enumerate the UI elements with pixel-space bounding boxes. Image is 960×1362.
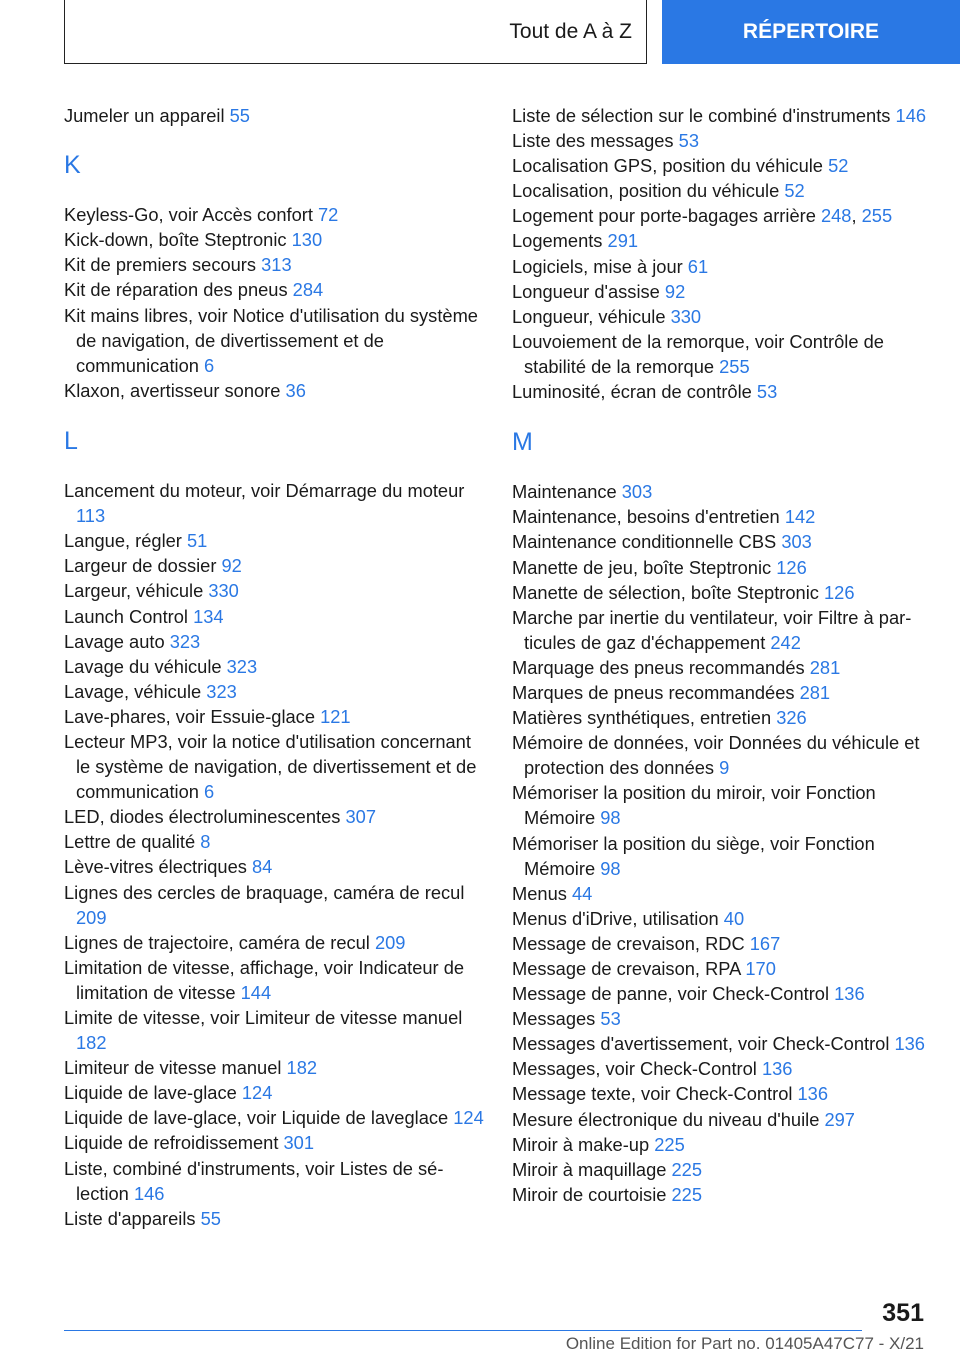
page-link[interactable]: 326 [776,707,807,729]
index-entry: Message de crevaison, RPA 170 [512,958,776,979]
page-link[interactable]: 136 [761,1058,793,1080]
page-link[interactable]: 124 [453,1107,484,1129]
index-entry: Liquide de lave-glace 124 [64,1082,273,1104]
index-entry: Menus 44 [512,882,593,904]
index-entry: Lève-vitres électriques 84 [64,856,273,878]
page-link[interactable]: 167 [749,932,781,954]
page-link[interactable]: 323 [226,655,258,677]
page-link[interactable]: 182 [286,1057,318,1079]
index-entry: Luminosité, écran de contrôle 53 [512,381,778,403]
index-entry: Lavage, véhicule 323 [64,680,237,702]
index-entry: Maintenance 303 [512,481,653,503]
page-link[interactable]: 281 [809,656,841,678]
page-link[interactable]: 72 [318,204,339,226]
section-letter-l: L [64,426,78,455]
index-entry: Launch Control 134 [64,605,224,627]
footer-edition: Online Edition for Part no. 01405A47C77 - X/21 [565,1334,924,1353]
page-link[interactable]: 323 [169,630,201,652]
page-link[interactable]: 313 [261,254,292,276]
page-link[interactable]: 225 [671,1183,703,1205]
index-entry: Liste de sélection sur le combiné d'instruments 146 [512,105,927,126]
index-entry: Logements 291 [512,230,639,252]
index-entry: Maintenance conditionnelle CBS 303 [512,531,812,553]
page-link[interactable]: 146 [133,1182,165,1204]
page-link[interactable]: 98 [600,857,621,879]
page-link[interactable]: 61 [687,255,709,277]
page-link[interactable]: 130 [291,229,323,251]
page-link[interactable]: 330 [208,580,239,602]
page-link[interactable]: 9 [719,757,730,779]
index-entry: Miroir à maquillage 225 [512,1158,703,1180]
page-link[interactable]: 136 [834,983,865,1005]
index-entry: Largeur, véhicule 330 [64,580,239,602]
index-column-left [64,103,484,1231]
tab-repertoire[interactable]: RÉPERTOIRE [662,0,960,64]
index-entry: Lecteur MP3, voir la notice d'utilisation concernant le système de navigation, de divertissement et de communication 6 [64,730,477,803]
page-link[interactable]: 301 [283,1132,315,1154]
page-link[interactable]: 307 [345,806,376,828]
page-link[interactable]: 255 [719,355,750,377]
index-entry: Klaxon, avertisseur sonore 36 [64,379,306,401]
index-entry: Limiteur de vitesse manuel 182 [64,1057,318,1079]
page-link[interactable]: 146 [895,105,927,126]
page-link[interactable]: 44 [571,882,593,904]
page-link[interactable]: 134 [193,605,224,627]
page-link[interactable]: 255 [861,205,893,227]
page-link[interactable]: 330 [670,305,702,327]
index-entry: Kit mains libres, voir Notice d'utilisation du système de navigation, de divertissement et de communication 6 [64,304,478,376]
index-entry: Liste, combiné d'instruments, voir Listes de sélection 146 [64,1157,444,1204]
page-link[interactable]: 55 [229,105,250,126]
page-link[interactable]: 136 [894,1033,925,1055]
tab-tout-de-a-a-z[interactable]: Tout de A à Z [64,0,647,64]
index-entry: Localisation GPS, position du véhicule 52 [512,155,849,177]
page-link[interactable]: 284 [292,279,324,301]
page-number: 351 [882,1299,924,1327]
index-entry: Lave-phares, voir Essuie-glace 121 [64,705,351,727]
index-entry: Marquage des pneus recommandés 281 [512,656,841,678]
index-entry: Menus d'iDrive, utilisation 40 [512,907,745,929]
index-entry: Logement pour porte-bagages arrière 248, 255 [512,205,893,227]
page-link[interactable]: 281 [799,681,831,703]
index-entry: Limitation de vitesse, affichage, voir Indicateur de limitation de vitesse 144 [64,956,465,1003]
page-link[interactable]: 225 [671,1158,703,1180]
index-entry: Matières synthétiques, entretien 326 [512,707,807,729]
page-link[interactable]: 6 [204,354,215,376]
index-entry: Kit de réparation des pneus 284 [64,279,324,301]
index-entry: Longueur, véhicule 330 [512,305,702,327]
index-entry: Mémoire de données, voir Données du véhicule et protection des données 9 [512,732,920,779]
index-entry: Mémoriser la position du miroir, voir Fonction Mémoire 98 [512,782,876,829]
page-link[interactable]: 303 [621,481,653,503]
index-entry: Keyless-Go, voir Accès confort 72 [64,204,339,226]
index-entry: Maintenance, besoins d'entretien 142 [512,506,816,528]
page-link[interactable]: 113 [76,505,106,527]
page-link[interactable]: 142 [784,506,816,528]
index-entry: Louvoiement de la remorque, voir Contrôle de stabilité de la remorque 255 [512,330,884,377]
index-entry: Liquide de lave-glace, voir Liquide de laveglace 124 [64,1107,484,1129]
page-link[interactable]: 84 [251,856,273,878]
index-entry: Miroir à make-up 225 [512,1133,685,1155]
page-link[interactable]: 52 [784,180,805,202]
index-entry: Message texte, voir Check-Control 136 [512,1083,829,1105]
index-entry: Lavage du véhicule 323 [64,655,258,677]
index-entry: Liste des messages 53 [512,130,699,152]
index-entry: Miroir de courtoisie 225 [512,1183,703,1205]
index-entry: Lancement du moteur, voir Démarrage du moteur 113 [64,480,465,527]
index-entry: Liste d'appareils 55 [64,1207,221,1229]
index-entry: Lavage auto 323 [64,630,201,652]
page-link[interactable]: 303 [781,531,812,553]
index-entry: Liquide de refroidissement 301 [64,1132,315,1154]
page-link[interactable]: 53 [678,130,699,152]
page-link[interactable]: 323 [206,680,237,702]
index-entry: Localisation, position du véhicule 52 [512,180,805,202]
index-entry: Langue, régler 51 [64,530,208,552]
page-link[interactable]: 126 [824,581,855,603]
page-link[interactable]: 8 [200,831,211,853]
page-link[interactable]: 209 [76,906,107,928]
page-link[interactable]: 121 [320,705,351,727]
page-link[interactable]: 6 [204,781,215,803]
index-entry: Lignes de trajectoire, caméra de recul 209 [64,931,406,953]
index-entry: LED, diodes électroluminescentes 307 [64,806,376,828]
page-link[interactable]: 136 [797,1083,829,1105]
index-entry: Logiciels, mise à jour 61 [512,255,709,277]
page-link[interactable]: 297 [824,1108,855,1130]
page-link[interactable]: 53 [756,381,778,403]
index-list-m [512,479,930,1207]
page-link[interactable]: 51 [186,530,208,552]
index-entry: Mesure électronique du niveau d'huile 297 [512,1108,855,1130]
index-entry: Messages d'avertissement, voir Check-Control 136 [512,1033,925,1055]
index-entry: Messages 53 [512,1008,621,1030]
index-entry: Limite de vitesse, voir Limiteur de vitesse manuel 182 [64,1007,463,1054]
page-link[interactable]: 248 [820,205,852,227]
index-entry: Kick-down, boîte Steptronic 130 [64,229,323,251]
page-link[interactable]: 242 [770,631,801,653]
index-entry: Message de crevaison, RDC 167 [512,932,781,954]
page-link[interactable]: 55 [200,1207,221,1229]
footer-divider [64,1330,862,1331]
index-entry: Lettre de qualité 8 [64,831,211,853]
index-entry: Manette de jeu, boîte Steptronic 126 [512,556,807,578]
index-entry: Message de panne, voir Check-Control 136 [512,983,865,1005]
page-link[interactable]: 209 [374,931,406,953]
page-link[interactable]: 92 [221,555,242,577]
page-link[interactable]: 40 [723,907,745,929]
page-link[interactable]: 170 [745,958,776,979]
section-letter-m: M [512,428,533,457]
index-entry: Kit de premiers secours 313 [64,254,292,276]
index-entry: Marche par inertie du ventilateur, voir Filtre à particules de gaz d'échappement 242 [512,606,912,653]
index-entry: Manette de sélection, boîte Steptronic 126 [512,581,855,603]
index-list-l-continued-2 [512,228,930,404]
index-entry: Longueur d'assise 92 [512,280,686,302]
index-entry: Mémoriser la position du siège, voir Fonction Mémoire 98 [512,832,875,879]
page-link[interactable]: 126 [776,556,807,578]
index-entry: Marques de pneus recommandées 281 [512,681,831,703]
index-list-k [64,202,484,403]
page-link[interactable]: 225 [654,1133,685,1155]
page-link[interactable]: 53 [600,1008,621,1030]
index-entry: Jumeler un appareil 55 [64,105,250,126]
page-link[interactable]: 291 [607,230,639,252]
index-entry: Messages, voir Check-Control 136 [512,1058,793,1080]
index-list-l-continued [512,103,930,203]
page-link[interactable]: 92 [664,280,686,302]
page-link[interactable]: 124 [241,1082,273,1104]
page-link[interactable]: 182 [76,1032,107,1054]
section-letter-k: K [64,151,81,180]
page-link[interactable]: 98 [600,807,621,829]
index-column-right [512,103,930,1207]
page-link[interactable]: 36 [285,379,306,401]
page-link[interactable]: 144 [240,981,272,1003]
index-entry: Lignes des cercles de braquage, caméra de recul 209 [64,881,465,928]
index-list-l [64,478,484,1231]
index-entry: Largeur de dossier 92 [64,555,242,577]
page-link[interactable]: 52 [828,155,849,177]
